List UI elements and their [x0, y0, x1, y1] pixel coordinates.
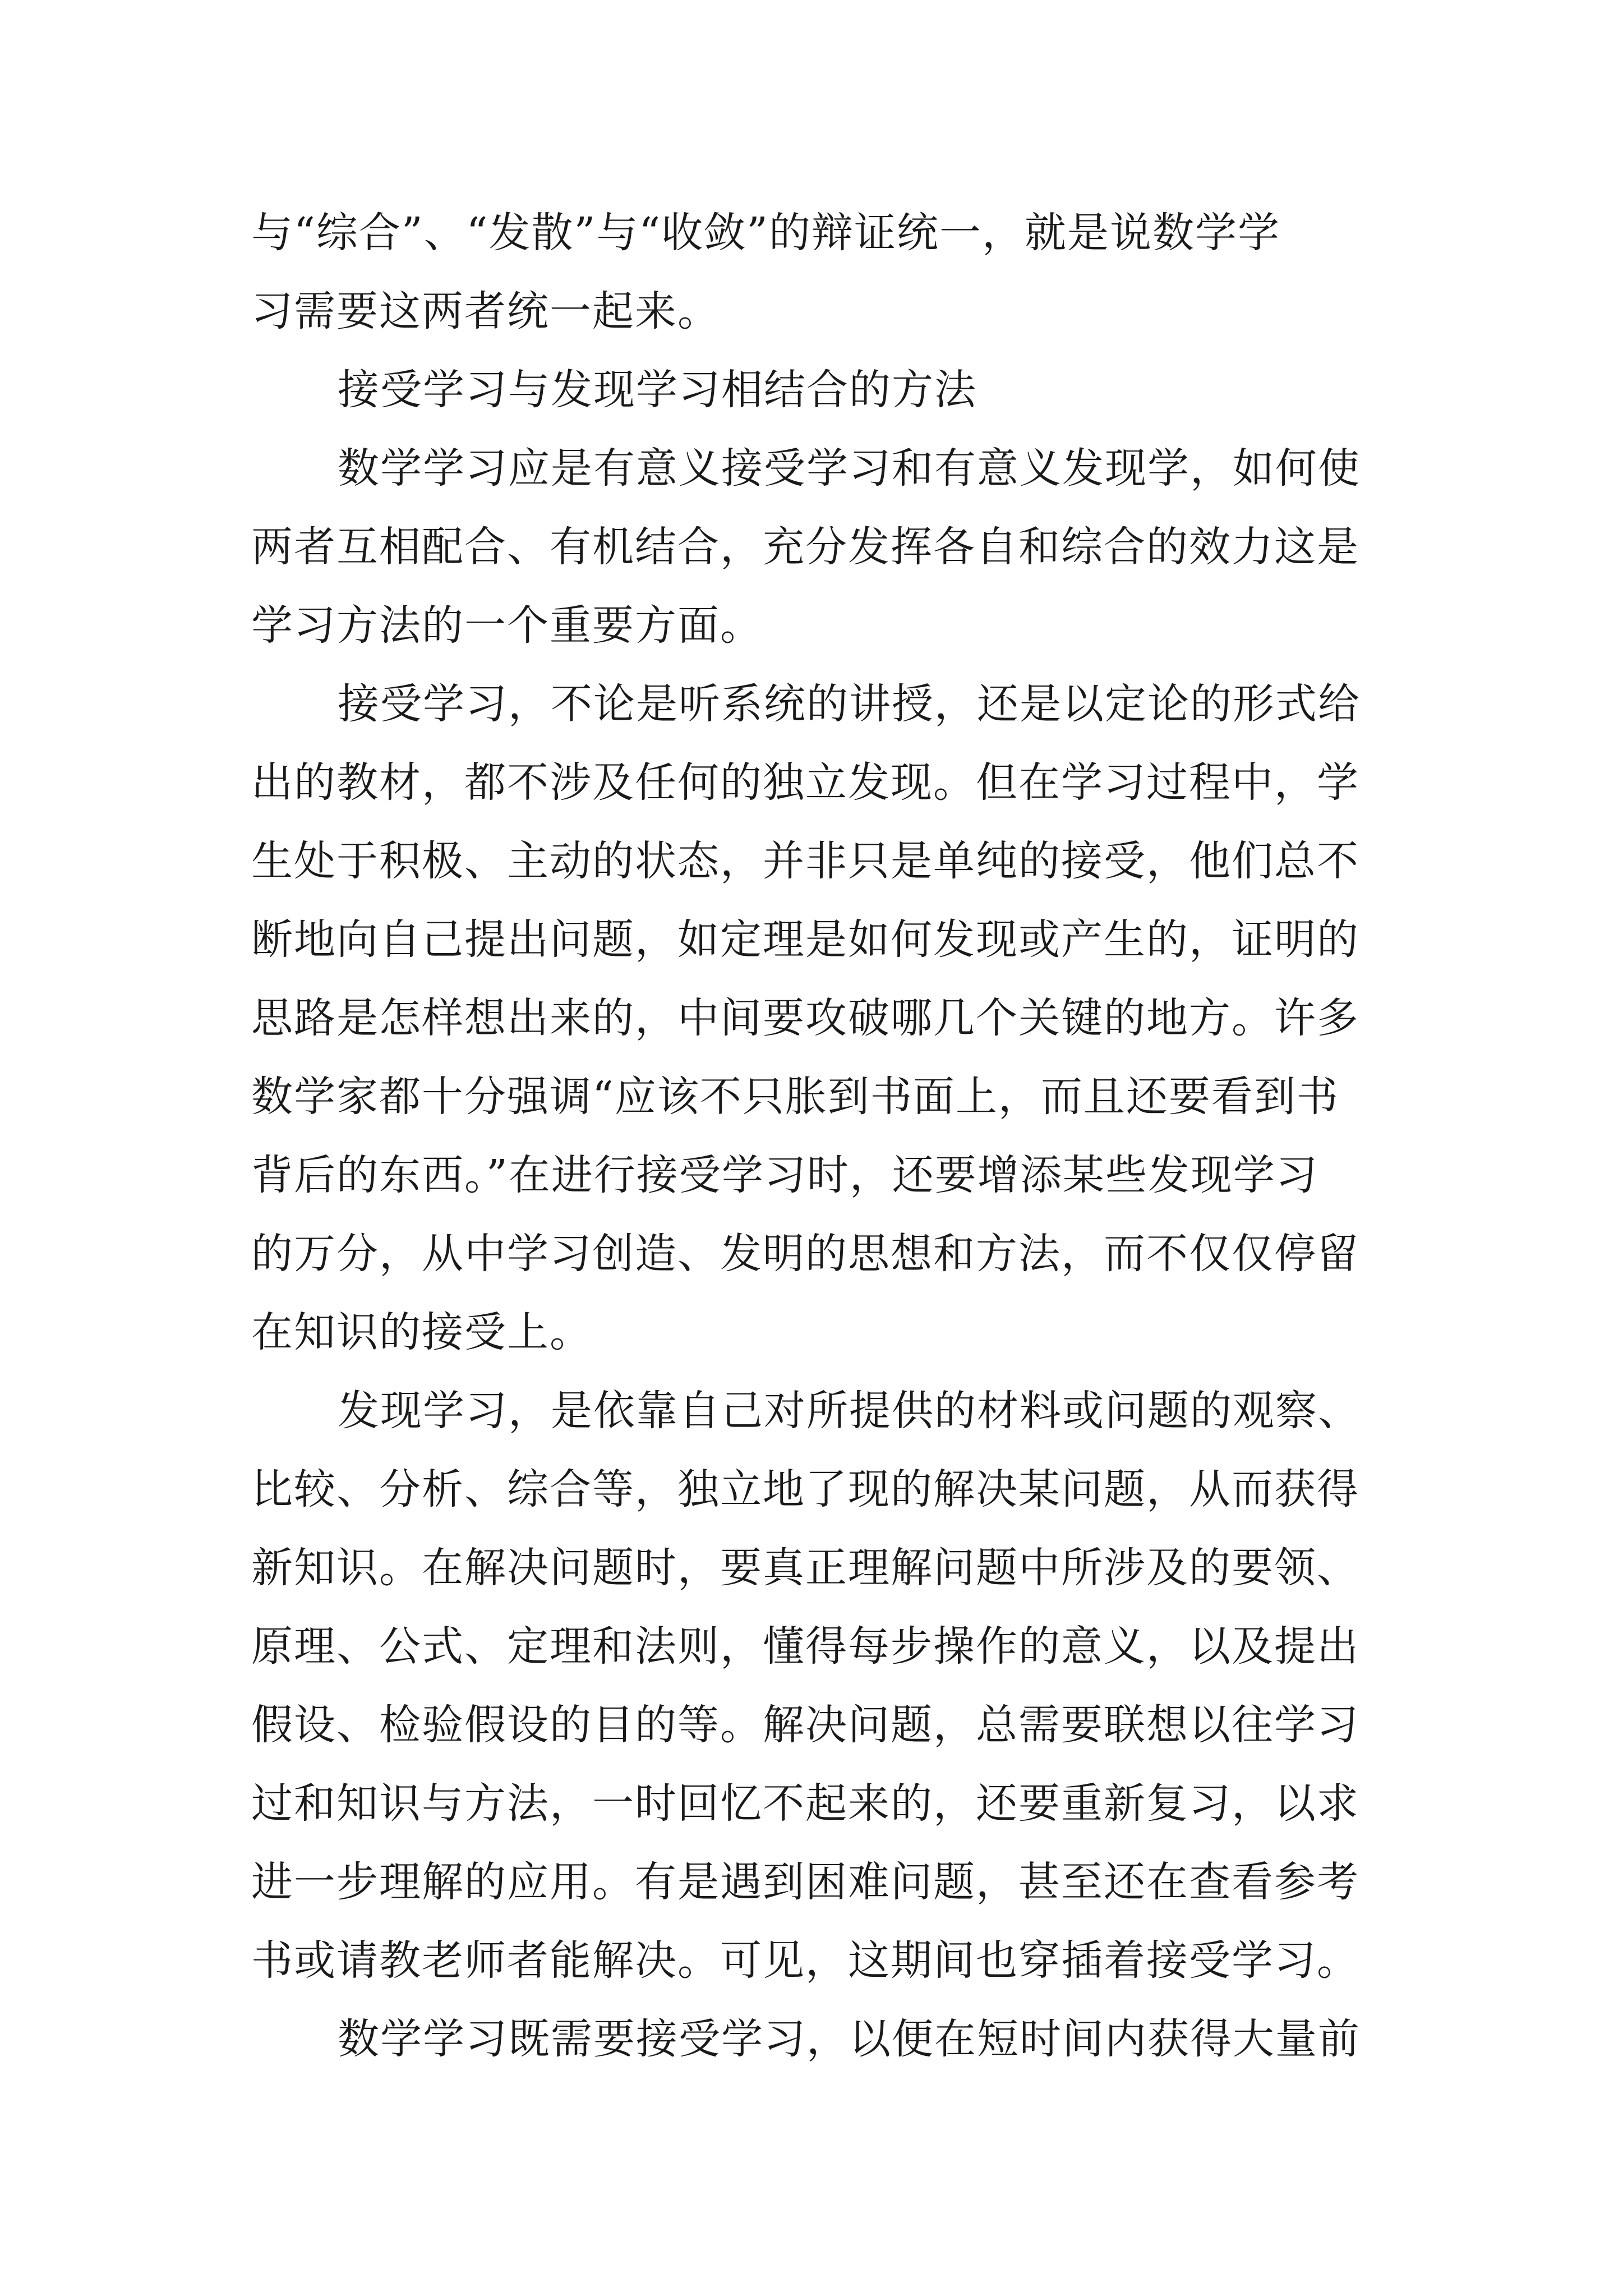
text-line: 学习方法的一个重要方面。	[251, 601, 763, 650]
text-line: 过和知识与方法，一时回忆不起来的，还要重新复习，以求	[251, 1779, 1359, 1828]
text-line: 断地向自己提出问题，如定理是如何发现或产生的，证明的	[251, 915, 1359, 964]
section-heading: 接受学习与发现学习相结合的方法	[338, 366, 977, 414]
text-line: 出的教材，都不涉及任何的独立发现。但在学习过程中，学	[251, 758, 1359, 807]
text-line: 进一步理解的应用。有是遇到困难问题，甚至还在查看参考	[251, 1858, 1359, 1906]
text-line: 书或请教老师者能解决。可见，这期间也穿插着接受学习。	[251, 1936, 1359, 1985]
text-line: 生处于积极、主动的状态，并非只是单纯的接受，他们总不	[251, 837, 1359, 885]
text-line: 思路是怎样想出来的，中间要攻破哪几个关键的地方。许多	[251, 994, 1359, 1042]
text-line: 原理、公式、定理和法则，懂得每步操作的意义，以及提出	[251, 1622, 1359, 1671]
paragraph-start: 发现学习，是依靠自己对所提供的材料或问题的观察、	[338, 1387, 1361, 1435]
text-line: 数学家都十分强调“应该不只胀到书面上，而且还要看到书	[251, 1073, 1339, 1121]
text-line: 两者互相配合、有机结合，充分发挥各自和综合的效力这是	[251, 523, 1359, 571]
text-line: 比较、分析、综合等，独立地了现的解决某问题，从而获得	[251, 1465, 1359, 1513]
paragraph-start: 接受学习，不论是听系统的讲授，还是以定论的形式给	[338, 680, 1361, 728]
text-line: 假设、检验假设的目的等。解决问题，总需要联想以往学习	[251, 1701, 1359, 1749]
text-line: 与“综合”、“发散”与“收敛”的辩证统一，就是说数学学	[251, 209, 1280, 257]
text-line: 的万分，从中学习创造、发明的思想和方法，而不仅仅停留	[251, 1230, 1359, 1278]
text-line: 在知识的接受上。	[251, 1308, 592, 1356]
text-line: 习需要这两者统一起来。	[251, 287, 720, 335]
paragraph-start: 数学学习应是有意义接受学习和有意义发现学，如何使	[338, 444, 1361, 493]
text-line: 新知识。在解决问题时，要真正理解问题中所涉及的要领、	[251, 1544, 1359, 1592]
text-line: 背后的东西。”在进行接受学习时，还要增添某些发现学习	[251, 1151, 1318, 1199]
paragraph-start: 数学学习既需要接受学习，以便在短时间内获得大量前	[338, 2015, 1361, 2063]
